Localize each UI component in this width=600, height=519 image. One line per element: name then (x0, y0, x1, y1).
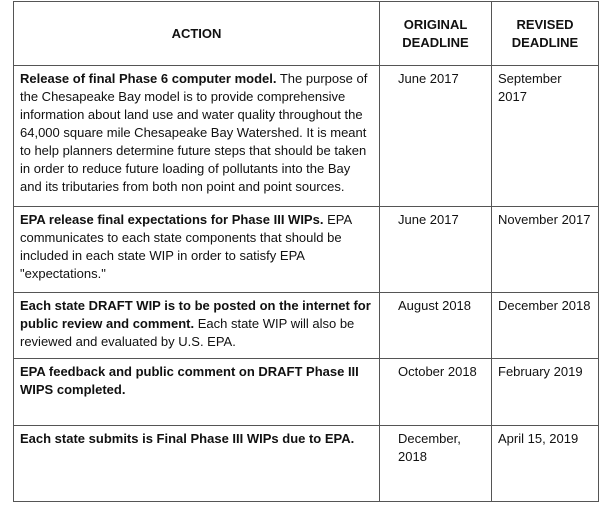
action-title: Release of final Phase 6 computer model. (20, 71, 277, 86)
original-deadline-cell: August 2018 (380, 293, 492, 359)
action-description: Each state WIP will also be reviewed and evaluated by U.S. EPA. (20, 316, 355, 349)
header-revised-deadline (492, 2, 599, 66)
revised-deadline-cell: December 2018 (492, 293, 599, 359)
action-description: EPA communicates to each state components that should be included in each state WIP in order to satisfy EPA "expectations." (20, 212, 352, 281)
header-revised-line1: REVISED (516, 16, 574, 32)
original-deadline-cell: December, 2018 (380, 426, 492, 502)
revised-deadline-cell: February 2019 (492, 359, 599, 426)
deadline-table (13, 1, 599, 502)
action-description: The purpose of the Chesapeake Bay model is to provide comprehensive information about land use and water quality throughout the 64,000 square mile Chesapeake Bay Watershed. It is meant to help planners determine future steps that should be taken in order to reduce future loading of pollutants into the Bay and its tributaries from both non point and point sources. (20, 71, 368, 194)
table-row (14, 293, 599, 359)
action-cell (14, 359, 380, 426)
table-row (14, 426, 599, 502)
action-title: EPA release final expectations for Phase III WIPs. (20, 212, 324, 227)
action-title: EPA feedback and public comment on DRAFT Phase III WIPS completed. (20, 364, 359, 397)
revised-deadline-cell: September 2017 (492, 66, 599, 207)
table-header-row (14, 2, 599, 66)
original-deadline-cell: June 2017 (380, 207, 492, 293)
header-original-line2: DEADLINE (402, 34, 469, 50)
action-title: Each state submits is Final Phase III WIPs due to EPA. (20, 431, 355, 446)
header-action-label: ACTION (171, 25, 222, 41)
original-deadline-cell: October 2018 (380, 359, 492, 426)
original-deadline-cell: June 2017 (380, 66, 492, 207)
revised-deadline-cell: April 15, 2019 (492, 426, 599, 502)
table-row (14, 66, 599, 207)
action-cell (14, 207, 380, 293)
header-revised-line2: DEADLINE (511, 34, 579, 50)
table-row (14, 207, 599, 293)
action-cell (14, 426, 380, 502)
header-original-deadline (380, 2, 492, 66)
header-action (14, 2, 380, 66)
action-cell (14, 66, 380, 207)
table-row (14, 359, 599, 426)
header-original-line1: ORIGINAL (403, 16, 468, 32)
action-title: Each state DRAFT WIP is to be posted on the internet for public review and comment. (20, 298, 371, 331)
action-cell (14, 293, 380, 359)
revised-deadline-cell: November 2017 (492, 207, 599, 293)
